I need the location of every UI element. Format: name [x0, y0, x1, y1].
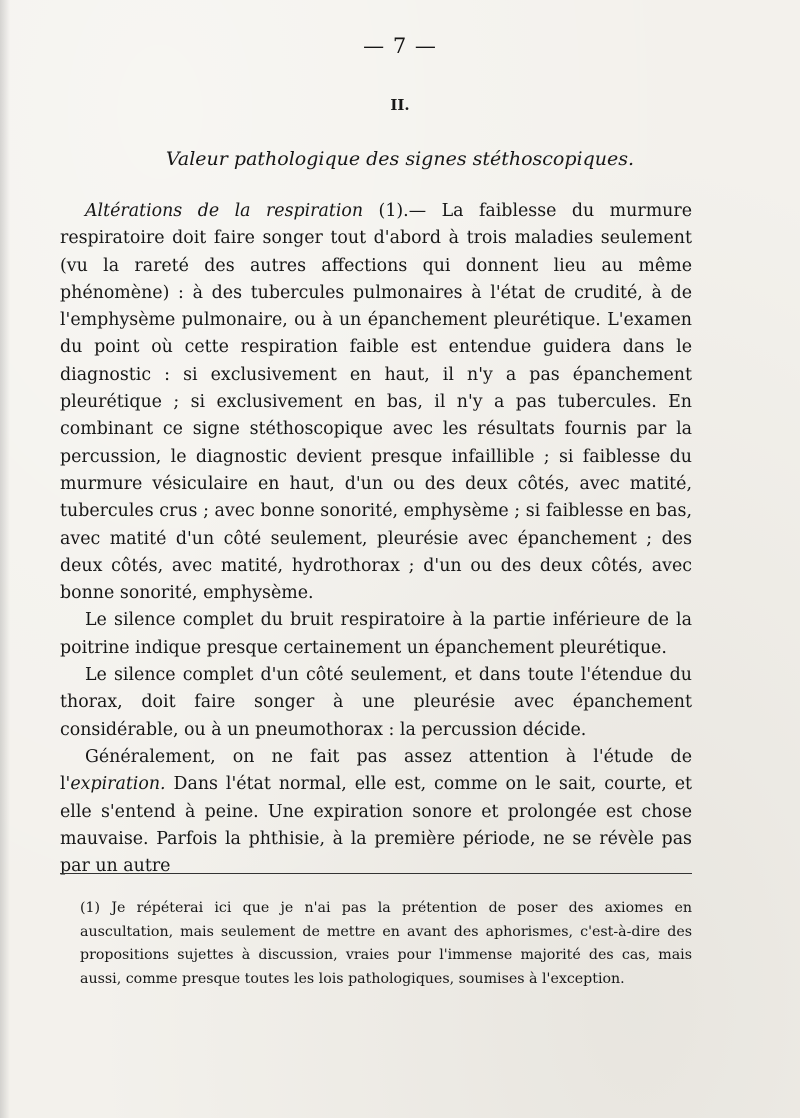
- page-number: — 7 —: [363, 34, 437, 58]
- paragraph-3: Le silence complet d'un côté seulement, et dans toute l'étendue du thorax, doit faire songer à une pleurésie avec épanchement considérable, ou à un pneumothorax : la percussion décide.: [60, 665, 692, 740]
- paragraph-1-lead-italic: Altérations de la respiration: [85, 201, 364, 221]
- paragraph-4-text-after: Dans l'état normal, elle est, comme on le sait, courte, et elle s'entend à peine. Une expiration sonore et prolongée est chose mauvaise. Parfois la phthisie, à la première période, ne se révèle pas par un autre: [60, 774, 692, 877]
- paragraph-2: Le silence complet du bruit respiratoire à la partie inférieure de la poitrine indique presque certainement un épanchement pleurétique.: [60, 610, 692, 658]
- footnote-divider: [60, 873, 692, 874]
- footnote: [80, 897, 692, 991]
- paragraph-4-italic: expiration.: [70, 774, 166, 795]
- section-number: II.: [390, 96, 410, 114]
- paragraph-4-text-before: Généralement, on ne fait pas assez attention à l'étude de l': [60, 746, 692, 795]
- paragraph-4: [60, 744, 692, 880]
- footnote-text: (1) Je répéterai ici que je n'ai pas la prétention de poser des axiomes en auscultation, mais seulement de mettre en avant des aphorismes, c'est-à-dire des propositions sujettes à discussion, vraies pour l'immense majorité des cas, mais aussi, comme presque toutes les lois pathologiques, soumises à l'exception.: [80, 900, 692, 987]
- body-text: [60, 198, 692, 880]
- section-title: Valeur pathologique des signes stéthoscopiques.: [165, 148, 635, 170]
- paragraph-1: [60, 198, 692, 607]
- paragraph-1-text: (1).— La faiblesse du murmure respiratoire doit faire songer tout d'abord à trois maladies seulement (vu la rareté des autres affections qui donnent lieu au même phénomène) : à des tubercules pulmonaires à l'état de crudité, à de l'emphysème pulmonaire, ou à un épanchement pleurétique. L'examen du point où cette respiration faible est entendue guidera dans le diagnostic : si exclusivement en haut, il n'y a pas épanchement pleurétique ; si exclusivement en bas, il n'y a pas tubercules. En combinant ce signe stéthoscopique avec les résultats fournis par la percussion, le diagnostic devient presque infaillible ; si faiblesse du murmure vésiculaire en haut, d'un ou des deux côtés, avec matité, tubercules crus ; avec bonne sonorité, emphysème ; si faiblesse en bas, avec matité d'un côté seulement, pleurésie avec épanchement ; des deux côtés, avec matité, hydrothorax ; d'un ou des deux côtés, avec bonne sonorité, emphysème.: [60, 201, 692, 604]
